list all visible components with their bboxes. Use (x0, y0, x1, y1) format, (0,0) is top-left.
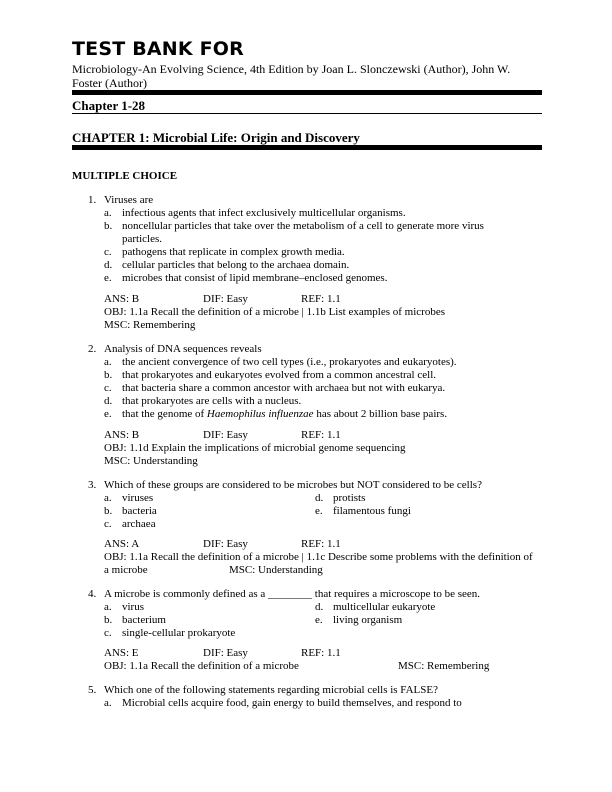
option-text: single-cellular prokaryote (122, 627, 236, 639)
option-letter: a. (104, 356, 112, 368)
answer: ANS: A (104, 538, 140, 550)
difficulty: DIF: Easy (203, 293, 248, 305)
option-text: multicellular eukaryote (333, 601, 436, 613)
option-text: bacteria (122, 505, 157, 517)
question-stem: Which one of the following statements regarding microbial cells is FALSE? (104, 684, 438, 696)
chapter-range: Chapter 1-28 (72, 98, 146, 113)
msc: MSC: Understanding (229, 564, 323, 576)
question-number: 5. (88, 684, 97, 696)
option-letter: c. (104, 246, 112, 258)
option-letter: e. (104, 272, 112, 284)
chapter-heading: CHAPTER 1: Microbial Life: Origin and Discovery (72, 130, 360, 145)
difficulty: DIF: Easy (203, 647, 248, 659)
option-text: archaea (122, 518, 156, 530)
answer: ANS: B (104, 293, 140, 305)
option-letter: e. (104, 408, 112, 420)
option-text: living organism (333, 614, 403, 626)
option-letter: a. (104, 601, 112, 613)
msc: MSC: Understanding (104, 455, 198, 467)
chapter-range-rule (72, 113, 542, 114)
option-letter: d. (104, 395, 113, 407)
option-text: pathogens that replicate in complex growth media. (122, 246, 345, 258)
question-stem: A microbe is commonly defined as a ________ that requires a microscope to be seen. (104, 588, 481, 600)
reference: REF: 1.1 (301, 538, 341, 550)
msc: MSC: Remembering (104, 319, 196, 331)
option-text-after: has about 2 billion base pairs. (313, 408, 448, 420)
section-label: MULTIPLE CHOICE (72, 170, 178, 182)
question-stem: Analysis of DNA sequences reveals (104, 343, 262, 355)
option-letter: b. (104, 505, 113, 517)
option-text: filamentous fungi (333, 505, 411, 517)
objective-continuation: a microbe (104, 564, 148, 576)
objective: OBJ: 1.1d Explain the implications of microbial genome sequencing (104, 442, 406, 454)
msc: MSC: Remembering (398, 660, 490, 672)
question-number: 3. (88, 479, 97, 491)
option-letter: d. (315, 601, 324, 613)
option-text (122, 408, 447, 421)
question-stem: Which of these groups are considered to be microbes but NOT considered to be cells? (104, 479, 482, 491)
option-text: microbes that consist of lipid membrane–enclosed genomes. (122, 272, 388, 284)
question-number: 1. (88, 194, 97, 206)
document-subtitle: Microbiology-An Evolving Science, 4th Edition by Joan L. Slonczewski (Author), John W. Foster (Author) (72, 62, 511, 90)
option-text: cellular particles that belong to the archaea domain. (122, 259, 350, 271)
option-text: that bacteria share a common ancestor with archaea but not with eukarya. (122, 382, 446, 394)
header-rule-thick (72, 90, 542, 95)
option-letter: a. (104, 207, 112, 219)
question-number: 2. (88, 343, 97, 355)
option-letter: b. (104, 369, 113, 381)
option-text: virus (122, 601, 144, 613)
option-letter: a. (104, 697, 112, 709)
option-letter: c. (104, 382, 112, 394)
difficulty: DIF: Easy (203, 429, 248, 441)
option-text-before: that the genome of (122, 408, 207, 420)
answer: ANS: E (104, 647, 139, 659)
option-text: noncellular particles that take over the metabolism of a cell to generate more virus particles. (122, 220, 484, 245)
reference: REF: 1.1 (301, 647, 341, 659)
objective: OBJ: 1.1a Recall the definition of a microbe | 1.1c Describe some problems with the definition of (104, 551, 533, 563)
option-letter: c. (104, 518, 112, 530)
option-text: the ancient convergence of two cell types (i.e., prokaryotes and eukaryotes). (122, 356, 457, 368)
option-letter: e. (315, 505, 323, 517)
option-text: protists (333, 492, 366, 504)
answer: ANS: B (104, 429, 140, 441)
option-letter: d. (315, 492, 324, 504)
option-letter: c. (104, 627, 112, 639)
option-letter: b. (104, 614, 113, 626)
option-text-italic: Haemophilus influenzae (206, 408, 314, 420)
document-title: TEST BANK FOR (72, 38, 244, 60)
option-text: that prokaryotes and eukaryotes evolved from a common ancestral cell. (122, 369, 436, 381)
option-text: that prokaryotes are cells with a nucleus. (122, 395, 302, 407)
option-text: viruses (122, 492, 154, 504)
question-number: 4. (88, 588, 97, 600)
option-letter: a. (104, 492, 112, 504)
objective: OBJ: 1.1a Recall the definition of a microbe (104, 660, 299, 672)
option-text: Microbial cells acquire food, gain energy to build themselves, and respond to (122, 697, 462, 709)
objective: OBJ: 1.1a Recall the definition of a microbe | 1.1b List examples of microbes (104, 306, 445, 318)
option-text: bacterium (122, 614, 166, 626)
option-letter: e. (315, 614, 323, 626)
reference: REF: 1.1 (301, 429, 341, 441)
option-text: infectious agents that infect exclusively multicellular organisms. (122, 207, 406, 219)
difficulty: DIF: Easy (203, 538, 248, 550)
option-letter: d. (104, 259, 113, 271)
chapter-heading-rule (72, 145, 542, 150)
reference: REF: 1.1 (301, 293, 341, 305)
question-stem: Viruses are (104, 194, 154, 206)
option-letter: b. (104, 220, 113, 232)
